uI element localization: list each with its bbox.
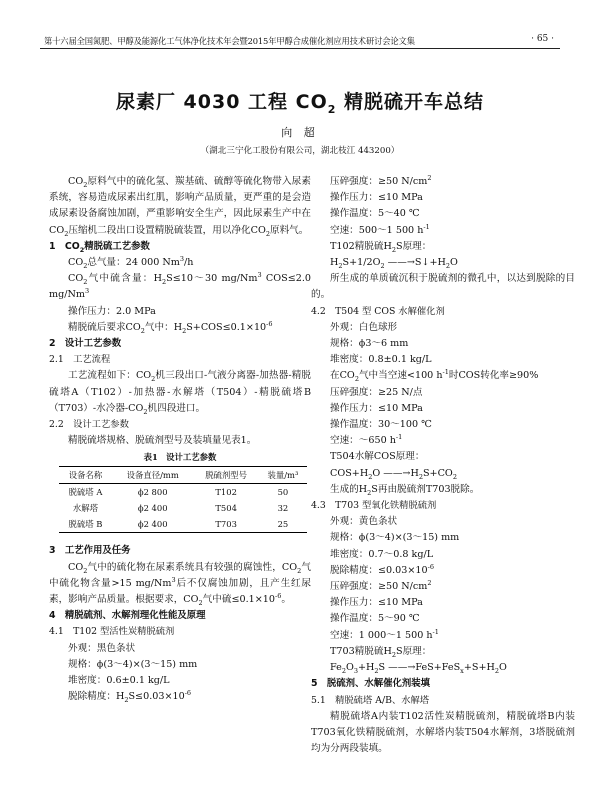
section-4-3-heading: 4.3 T703 型氧化铁精脱硫剂 — [311, 500, 437, 512]
t102-appearance: 外观：黑色条状 — [68, 642, 136, 654]
table-header: 脱硫剂型号 — [205, 469, 248, 480]
loading-paragraph: 精脱硫塔A内装T102活性炭精脱硫剂，精脱硫塔B内装T703氧化铁精脱硫剂，水解塔内装T504水解剂，3塔脱硫剂均为分两段装填。 — [311, 710, 575, 755]
affiliation: （湖北三宁化工股份有限公司，湖北枝江 443200） — [200, 146, 400, 156]
table-caption: 表1 设计工艺参数 — [143, 452, 217, 463]
t504-appearance: 外观：白色球形 — [330, 321, 398, 333]
table-cell: 50 — [277, 486, 289, 497]
param-requirement: 精脱硫后要求$CO_2$气中：$H_2S+COS\le 0.1\times 10^{-6}$ — [68, 319, 273, 335]
t703-principle-label: T703精脱硫$H_2S$原理： — [330, 645, 432, 659]
t102-principle-label: T102精脱硫$H_2S$原理： — [330, 240, 432, 254]
param-sulfur-content: $CO_2$气中硫含量：$H_2S\le 10\sim 30$ mg/Nm$^3$ COS≤2.0 mg/Nm$^3$ — [49, 271, 311, 301]
table-cell: 32 — [277, 503, 289, 514]
table-reference: 精脱硫塔规格、脱硫剂型号及装填量见表1。 — [68, 435, 257, 447]
t102-size: 规格：ϕ(3～4)×(3～15) mm — [68, 658, 198, 670]
t504-equation: $COS+H_2O$ $——\to H_2S+CO_2$ — [330, 467, 457, 481]
t504-space-velocity: 空速：～650 $h^{-1}$ — [330, 433, 403, 447]
header-text: 第十六届全国氮肥、甲醇及能源化工气体净化技术年会暨2015年甲醇合成催化剂应用技术研讨会论文集 — [44, 36, 415, 46]
section-5-1-heading: 5.1 精脱硫塔 A/B、水解塔 — [311, 694, 430, 706]
t703-appearance: 外观：黄色条状 — [330, 516, 398, 528]
param-pressure: 操作压力：2.0 MPa — [68, 305, 156, 317]
spacer — [49, 533, 311, 543]
t504-density: 堆密度：0.8±0.1 kg/L — [330, 354, 432, 366]
t703-density: 堆密度：0.7～0.8 kg/L — [330, 548, 434, 560]
right-column — [311, 174, 575, 757]
table-cell: 水解塔 — [72, 503, 99, 514]
section-5-heading: 5 脱硫剂、水解催化剂装填 — [311, 678, 431, 690]
table-cell: T102 — [215, 486, 237, 497]
t504-strength: 压碎强度：≥25 N/点 — [330, 386, 423, 398]
table-header-row — [59, 466, 307, 483]
t703-temperature: 操作温度：5～90 ℃ — [330, 613, 420, 625]
section-1-heading: 1 $CO_2$精脱硫工艺参数 — [49, 240, 150, 254]
t703-pressure: 操作压力：≤10 MPa — [330, 597, 423, 609]
t504-temperature: 操作温度：30～100 ℃ — [330, 419, 432, 431]
table-row — [59, 483, 307, 500]
table-cell: 脱硫塔 A — [68, 486, 103, 497]
corrosion-paragraph: $CO_2$气中的硫化物在尿素系统具有较强的腐蚀性，$CO_2$气中硫化物含量>15 mg/Nm$^3$后不仅腐蚀加剧，且产生红尿素，影响产品质量。根据要求，$CO_2$气中硫$\le 0.1\times 10^{-6}$。 — [49, 561, 311, 607]
section-3-heading: 3 工艺作用及任务 — [49, 545, 131, 557]
t102-temperature: 操作温度：5～40 ℃ — [330, 208, 420, 220]
section-2-heading: 2 设计工艺参数 — [49, 338, 122, 350]
t703-size: 规格：ϕ(3～4)×(3～15) mm — [330, 532, 460, 544]
t703-strength: 压碎强度：≥50 $N/cm^2$ — [330, 578, 432, 593]
table-row — [59, 516, 307, 533]
t102-equation: $H_2S+1/2O_2$ $——\to S↓+H_2O$ — [330, 257, 458, 270]
param-gas-volume: $CO_2$总气量：24 000 Nm$^3$/h — [68, 254, 194, 270]
running-header — [40, 34, 560, 49]
t504-conversion: 在$CO_2$气中当空速<100 $h^{-1}$时COS转化率≥90% — [330, 368, 539, 384]
t102-pressure: 操作压力：≤10 MPa — [330, 192, 423, 204]
process-flow-paragraph: 工艺流程如下：$CO_2$机三段出口-气液分离器-加热器-精脱硫塔A（T102）-加热器-水解塔（T504）-精脱硫塔B（T703）-水冷器$-CO_2$机四段进口。 — [49, 370, 311, 416]
table-cell: ϕ2 400 — [137, 519, 168, 530]
section-2-2-heading: 2.2 设计工艺参数 — [49, 419, 129, 431]
t102-principle-text: 所生成的单质硫沉积于脱硫剂的微孔中，以达到脱除的目的。 — [311, 273, 575, 301]
table-header: 设备直径/mm — [126, 469, 179, 480]
t703-space-velocity: 空速：1 000～1 500 $h^{-1}$ — [330, 627, 439, 641]
t504-size: 规格：ϕ3～6 mm — [330, 338, 409, 350]
t102-space-velocity: 空速：500～1 500 $h^{-1}$ — [330, 222, 430, 236]
section-4-heading: 4 精脱硫剂、水解剂理化性能及原理 — [49, 610, 206, 622]
author: 向 超 — [281, 126, 319, 139]
table-header: 设备名称 — [68, 469, 103, 480]
section-2-1-heading: 2.1 工艺流程 — [49, 354, 111, 366]
page-number: · 65 · — [531, 34, 554, 44]
t703-precision: 脱除精度：$\le 0.03\times 10^{-6}$ — [330, 562, 434, 576]
table-cell: ϕ2 400 — [137, 503, 168, 514]
t504-note: 生成的$H_2S$再由脱硫剂T703脱除。 — [330, 483, 480, 497]
table-cell: ϕ2 800 — [137, 486, 168, 497]
table-cell: T504 — [215, 503, 237, 514]
table-cell: 25 — [277, 519, 289, 530]
design-parameters-table — [59, 466, 307, 534]
table-cell: 脱硫塔 B — [68, 519, 103, 530]
table-header: 装量/m³ — [267, 469, 299, 480]
left-column — [49, 174, 311, 706]
intro-paragraph: $CO_2$原料气中的硫化氢、羰基硫、硫醇等硫化物带入尿素系统，容易造成尿素出红肌，影响产品质量，更严重的是会造成尿素设备腐蚀加剧，严重影响安全生产，因此尿素生产中在$CO_2$压缩机二段出口设置精脱硫装置，用以净化$CO_2$原料气。 — [49, 176, 311, 238]
table-row — [59, 500, 307, 516]
section-4-2-heading: 4.2 T504 型 COS 水解催化剂 — [311, 305, 445, 317]
t102-density: 堆密度：0.6±0.1 kg/L — [68, 675, 170, 687]
table-cell: T703 — [215, 519, 237, 530]
t102-strength: 压碎强度：≥50 $N/cm^2$ — [330, 173, 432, 187]
section-4-1-heading: 4.1 T102 型活性炭精脱硫剂 — [49, 626, 175, 638]
t703-equation: $Fe_2O_3+H_2S$ $——\to FeS+FeS_x+S+H_2O$ — [330, 662, 507, 675]
article-title: 尿素厂 4030 工程 $CO_2$ 精脱硫开车总结 — [115, 91, 485, 116]
t504-principle-label: T504水解COS原理： — [330, 451, 425, 463]
t102-precision: 脱除精度：$H_2S\le 0.03\times 10^{-6}$ — [68, 689, 192, 705]
t504-pressure: 操作压力：≤10 MPa — [330, 402, 423, 414]
